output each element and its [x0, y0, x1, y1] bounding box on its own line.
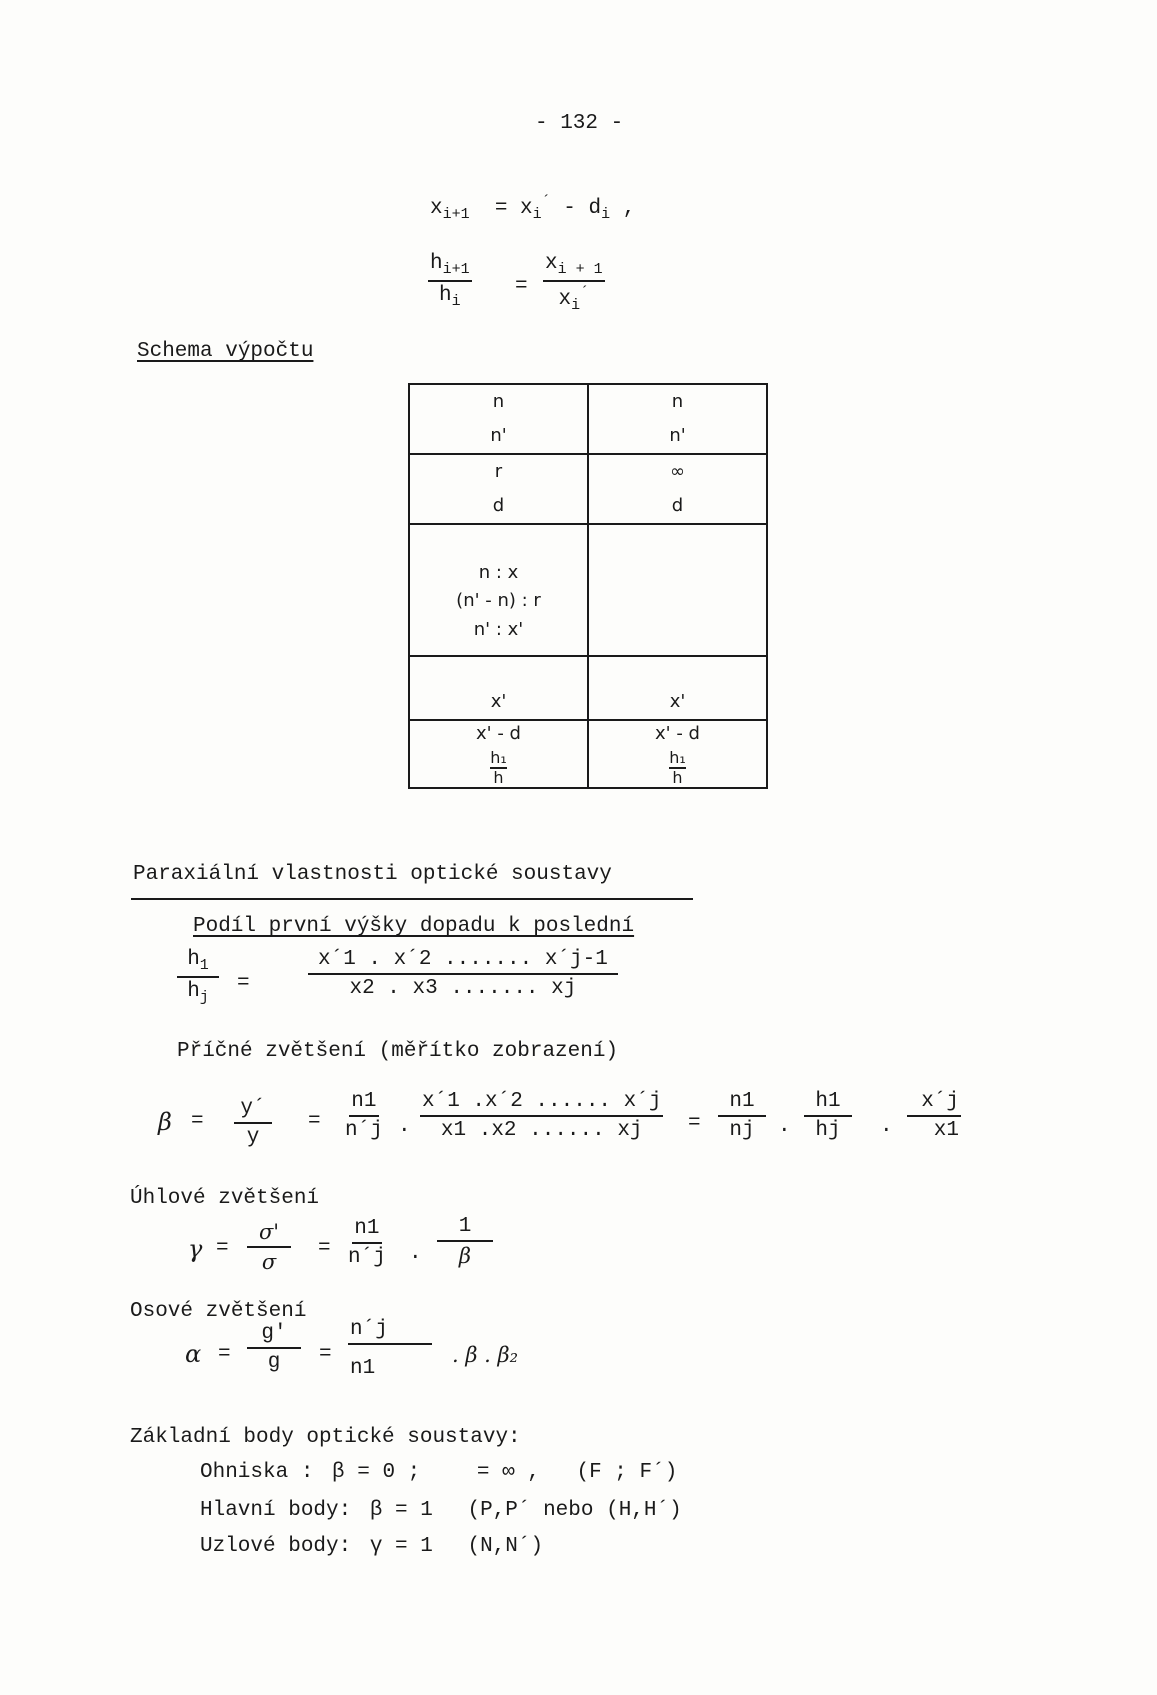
table-cell: [588, 524, 767, 656]
fraction-g: $\frac{g'}{g}$: [247, 1322, 301, 1374]
table-cell: n n': [588, 384, 767, 454]
gamma-symbol: γ: [188, 1235, 203, 1263]
table-cell: x': [409, 656, 588, 720]
point-expr2: = ∞ ,: [476, 1461, 540, 1484]
dot-operator: .: [409, 1242, 422, 1265]
dot-operator: .: [880, 1115, 893, 1138]
table-cell: x' - d h₁ h: [409, 720, 588, 788]
fraction-x-product: $\frac{x´1 . x´2 ....... x´j-1}{x2 . x3 ....... xj}$: [308, 948, 618, 1000]
table-row: [409, 384, 767, 454]
schema-title: Schema výpočtu: [137, 340, 314, 363]
fraction-x-ratio-beta: $\frac{x´1 .x´2 ...... x´j}{x1 .x2 ...... xj}$: [422, 1090, 662, 1142]
fraction-n1-nj-3: $\frac{n1}{n´j}$: [348, 1217, 386, 1269]
table-cell: x' - d h₁ h: [588, 720, 767, 788]
fraction-n1-nj-2: $\frac{n1}{nj}$: [718, 1090, 766, 1142]
point-expr: β = 1: [369, 1499, 433, 1522]
equals-sign: =: [688, 1112, 701, 1135]
section-title: Paraxiální vlastnosti optické soustavy: [133, 863, 612, 886]
page-number: - 132 -: [535, 112, 624, 135]
point-label: Ohniska :: [200, 1461, 314, 1484]
calculation-schema-table: [408, 383, 768, 789]
point-label: Hlavní body:: [200, 1499, 352, 1522]
table-row: [409, 656, 767, 720]
points-title: Základní body optické soustavy:: [130, 1426, 521, 1449]
point-expr: γ = 1: [369, 1535, 433, 1558]
point-row-nodal: [200, 1535, 543, 1558]
point-pair: (N,N´): [467, 1535, 544, 1558]
table-row: [409, 454, 767, 524]
fraction-h-ratio: $\frac{h_{i+1}}{h_i}$: [430, 252, 470, 310]
alpha-symbol: α: [185, 1340, 202, 1368]
fraction-h1-hj: $\frac{h_1}{h_j}$: [177, 948, 219, 1006]
fraction-one-beta: $\frac{1}{\beta}$: [437, 1215, 493, 1268]
table-row: [409, 524, 767, 656]
equals-sign: =: [319, 1343, 332, 1366]
equals-sign: =: [216, 1237, 229, 1260]
equals-sign: =: [515, 275, 528, 298]
alpha-tail: . β . β₂: [452, 1343, 519, 1367]
point-label: Uzlové body:: [200, 1535, 352, 1558]
equals-sign: =: [191, 1110, 204, 1133]
table-cell: n n': [409, 384, 588, 454]
point-row-focal: [200, 1461, 677, 1484]
point-row-principal: [200, 1499, 682, 1522]
table-cell: r d: [409, 454, 588, 524]
section-title-rule: [131, 898, 693, 900]
table-row: [409, 720, 767, 788]
ratio-title: Podíl první výšky dopadu k poslední: [193, 915, 635, 938]
table-cell: ∞ d: [588, 454, 767, 524]
axial-title: Osové zvětšení: [130, 1300, 307, 1323]
dot-operator: .: [398, 1115, 411, 1138]
fraction-x-ratio: $\frac{x_{i + 1}}{x_i^´}$: [545, 252, 603, 314]
dot-operator: .: [778, 1115, 791, 1138]
fraction-xj-x1: $\frac{x´j}{x1}$: [907, 1090, 961, 1142]
equals-sign: =: [218, 1343, 231, 1366]
fraction-n1-nj: $\frac{n1}{n´j}$: [345, 1090, 383, 1142]
fraction-nj-n1: $\frac{n´j}{n1}$: [348, 1318, 432, 1380]
equation-x-recursion: $x_{i+1} = x_i^´ - d_i$ ,: [430, 193, 636, 223]
table-cell: x': [588, 656, 767, 720]
transverse-title: Příčné zvětšení (měřítko zobrazení): [177, 1040, 619, 1063]
fraction-h1-hj-2: $\frac{h1}{hj}$: [804, 1090, 852, 1142]
fraction-y: $\frac{y´}{y}$: [234, 1097, 272, 1149]
equals-sign: =: [308, 1110, 321, 1133]
point-pair: (P,P´ nebo (H,H´): [467, 1499, 682, 1522]
point-expr: β = 0 ;: [332, 1461, 421, 1484]
equals-sign: =: [237, 972, 250, 995]
beta-symbol: β: [158, 1108, 172, 1136]
point-pair: (F ; F´): [576, 1461, 678, 1484]
fraction-sigma: $\frac{\sigma'}{\sigma}$: [247, 1220, 291, 1274]
angular-title: Úhlové zvětšení: [130, 1187, 320, 1210]
equals-sign: =: [318, 1237, 331, 1260]
table-cell: n : x (n' - n) : r n' : x': [409, 524, 588, 656]
